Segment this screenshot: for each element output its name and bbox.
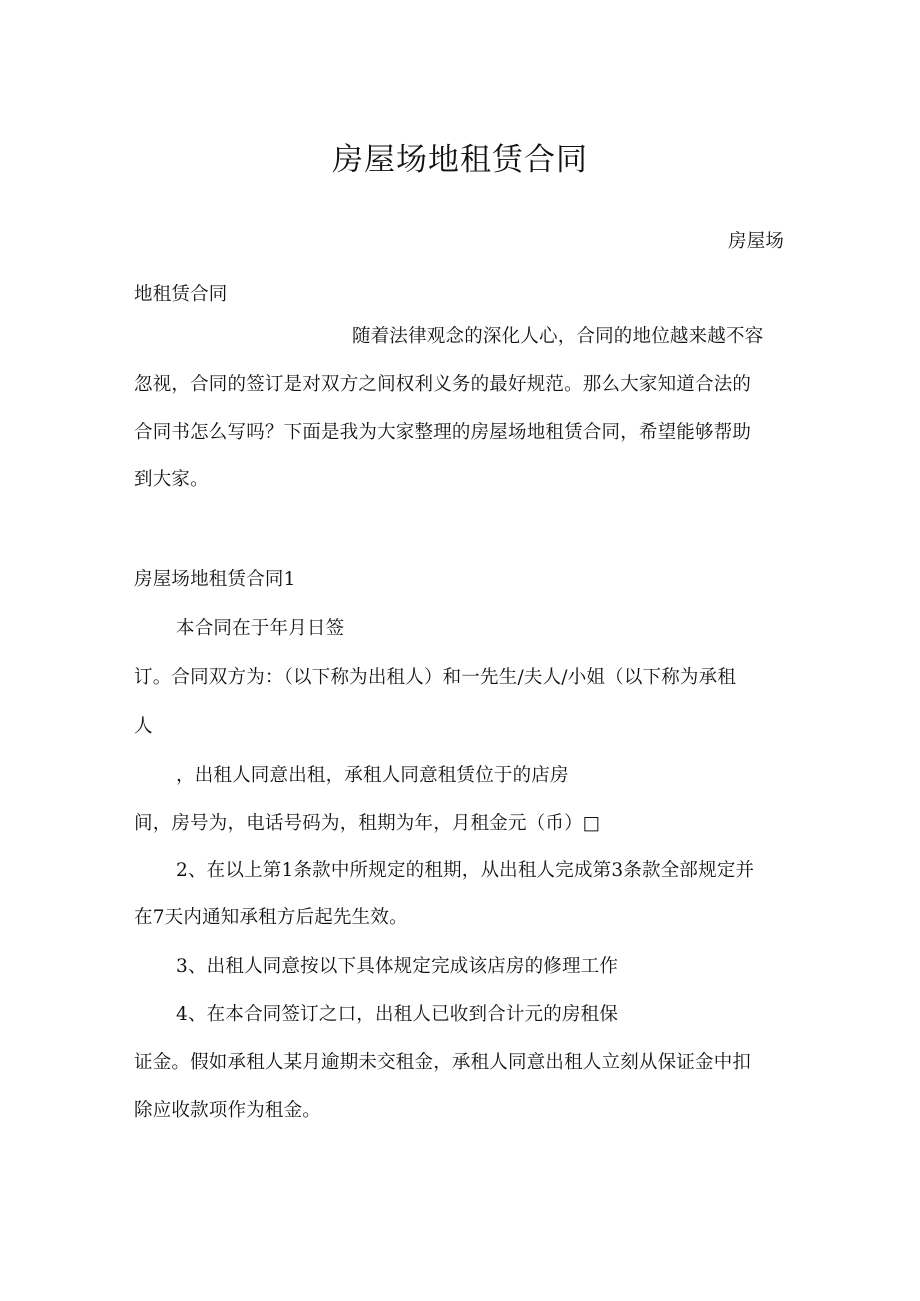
intro-line-2: 忽视，合同的签订是对双方之间权利义务的最好规范。那么大家知道合法的 [134,374,752,395]
body-line-2: 订。合同双方为：（以下称为出租人）和一先生/夫人/小姐（以下称为承租 [134,667,737,688]
body-line-7: 在7天内通知承租方后起先生效。 [134,907,408,928]
body-line-11: 除应收款项作为租金。 [134,1100,322,1121]
document-title: 房屋场地租赁合同 [332,142,588,178]
body-line-5: 间，房号为，电话号码为，租期为年，月租金元（币）□ [134,813,601,834]
section-heading: 房屋场地租赁合同1 [134,569,296,590]
body-line-4: ，出租人同意出租，承租人同意租赁位于的店房 [176,765,569,786]
body-line-10: 证金。假如承租人某月逾期未交租金，承租人同意出租人立刻从保证金中扣 [134,1052,752,1073]
intro-line-3: 合同书怎么写吗？下面是我为大家整理的房屋场地租赁合同，希望能够帮助 [134,422,752,443]
body-line-3: 人 [134,716,153,737]
intro-line-1: 随着法律观念的深化人心，合同的地位越来越不容 [352,326,764,347]
header-left-text: 地租赁合同 [134,284,228,305]
body-line-1: 本合同在于年月日签 [176,618,345,639]
body-line-9: 4、在本合同签订之口，出租人已收到合计元的房租保 [176,1004,619,1025]
body-line-6: 2、在以上第1条款中所规定的租期，从出租人完成第3条款全部规定并 [176,860,755,881]
intro-line-4: 到大家。 [134,469,209,490]
body-line-8: 3、出租人同意按以下具体规定完成该店房的修理工作 [176,956,619,977]
header-right-text: 房屋场 [728,231,785,252]
